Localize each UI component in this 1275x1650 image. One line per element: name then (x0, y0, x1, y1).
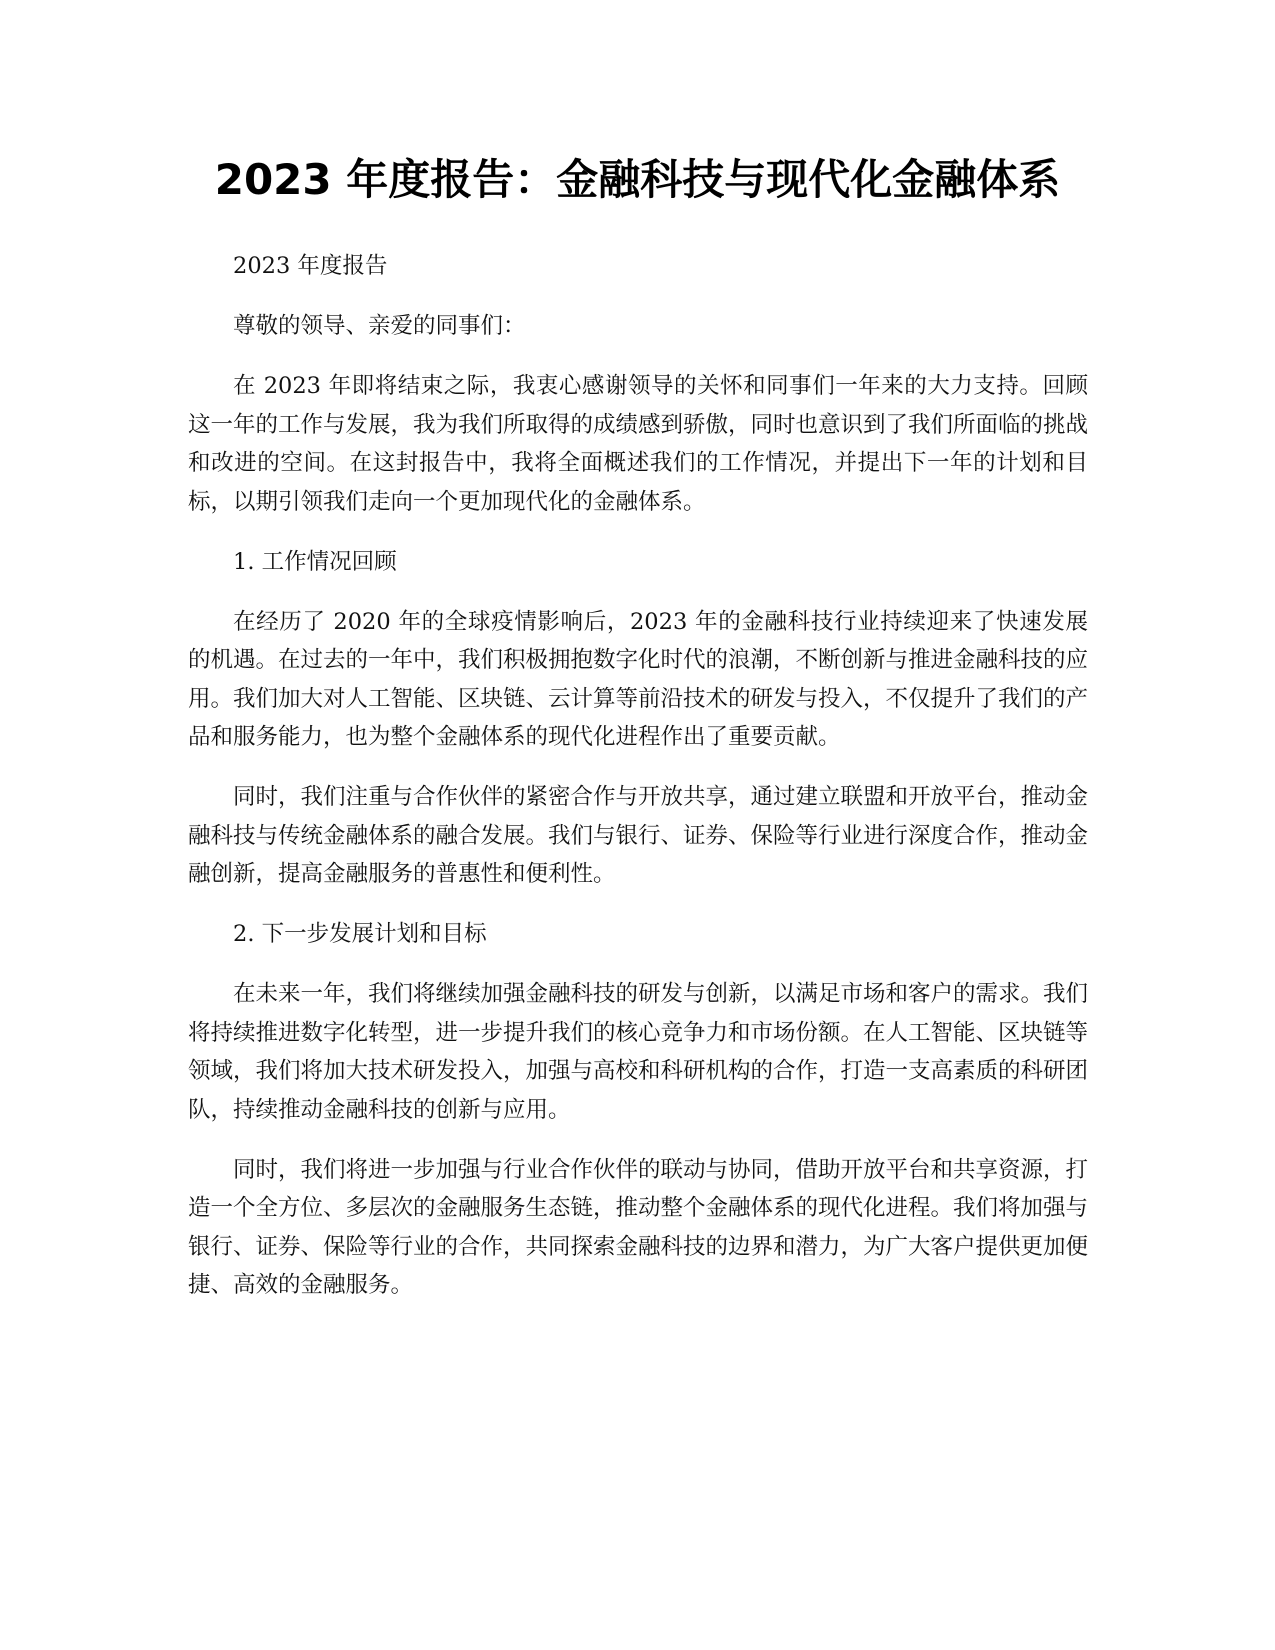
salutation: 尊敬的领导、亲爱的同事们： (233, 313, 526, 339)
document-body (188, 247, 1088, 1326)
document-title: 2023 年度报告：金融科技与现代化金融体系 (214, 155, 1061, 204)
review-paragraph-1: 在经历了 2020 年的全球疫情影响后，2023 年的金融科技行业持续迎来了快速发展的机遇。在过去的一年中，我们积极拥抱数字化时代的浪潮，不断创新与推进金融科技的应用。我们加大对人工智能、区块链、云计算等前沿技术的研发与投入，不仅提升了我们的产品和服务能力，也为整个金融体系的现代化进程作出了重要贡献。 (188, 608, 1089, 750)
report-heading: 2023 年度报告 (233, 253, 388, 279)
plan-paragraph-2: 同时，我们将进一步加强与行业合作伙伴的联动与协同，借助开放平台和共享资源，打造一个全方位、多层次的金融服务生态链，推动整个金融体系的现代化进程。我们将加强与银行、证券、保险等行业的合作，共同探索金融科技的边界和潜力，为广大客户提供更加便捷、高效的金融服务。 (188, 1156, 1089, 1298)
section-heading-plan: 2. 下一步发展计划和目标 (233, 921, 487, 947)
intro-paragraph: 在 2023 年即将结束之际，我衷心感谢领导的关怀和同事们一年来的大力支持。回顾这一年的工作与发展，我为我们所取得的成绩感到骄傲，同时也意识到了我们所面临的挑战和改进的空间。在这封报告中，我将全面概述我们的工作情况，并提出下一年的计划和目标，以期引领我们走向一个更加现代化的金融体系。 (188, 373, 1089, 515)
review-paragraph-2: 同时，我们注重与合作伙伴的紧密合作与开放共享，通过建立联盟和开放平台，推动金融科技与传统金融体系的融合发展。我们与银行、证券、保险等行业进行深度合作，推动金融创新，提高金融服务的普惠性和便利性。 (188, 784, 1089, 887)
section-heading-review: 1. 工作情况回顾 (233, 548, 397, 575)
plan-paragraph-1: 在未来一年，我们将继续加强金融科技的研发与创新，以满足市场和客户的需求。我们将持续推进数字化转型，进一步提升我们的核心竞争力和市场份额。在人工智能、区块链等领域，我们将加大技术研发投入，加强与高校和科研机构的合作，打造一支高素质的科研团队，持续推动金融科技的创新与应用。 (188, 981, 1089, 1123)
